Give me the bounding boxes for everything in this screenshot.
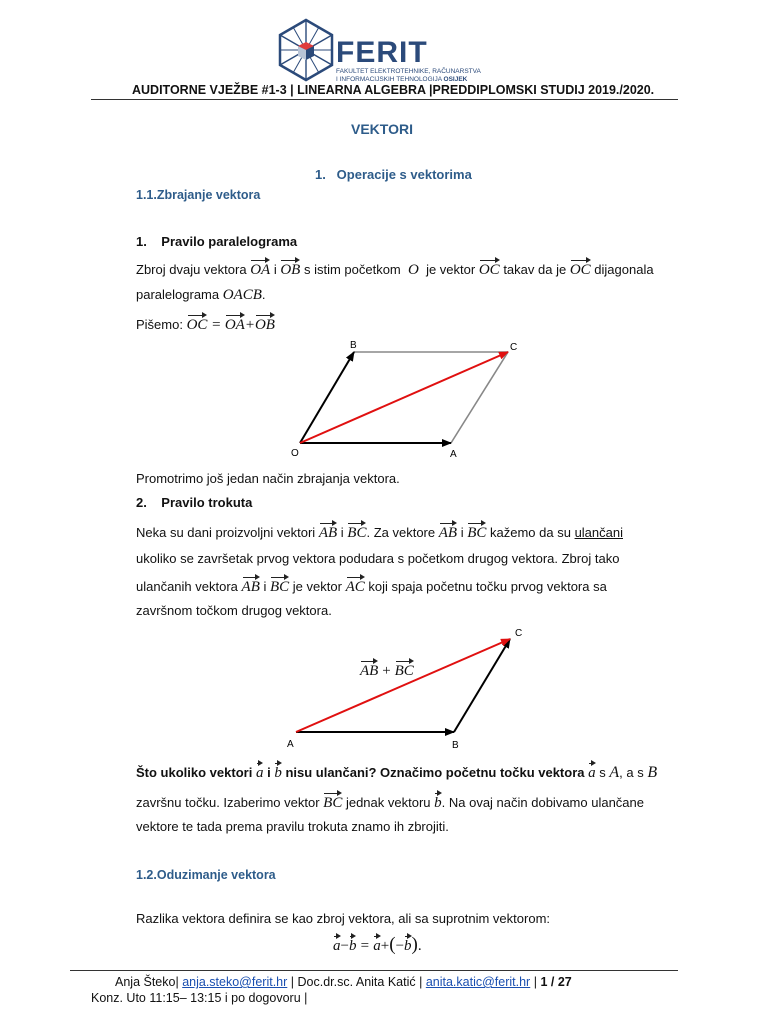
rule-triangle-heading: 2. Pravilo trokuta xyxy=(136,495,253,510)
paragraph-parallelogram: Zbroj dvaju vektora OA i OB s istim početkom O je vektor OC takav da je OC dijagonala xyxy=(136,259,654,279)
paragraph-parallelogram-2: paralelograma OACB. xyxy=(136,287,266,303)
page-title: VEKTORI xyxy=(351,121,413,137)
logo-name: FERIT xyxy=(336,36,428,69)
label-O: O xyxy=(291,448,299,459)
triangle-figure xyxy=(284,622,544,752)
paragraph-chain-2: završnu točku. Izaberimo vektor BC jednak vektoru b. Na ovaj način dobivamo ulančane xyxy=(136,792,644,812)
label-C: C xyxy=(510,342,518,353)
header-rule xyxy=(91,99,678,100)
ferit-logo xyxy=(276,16,516,86)
triangle-sum-label: AB + BC xyxy=(360,660,414,680)
footer-rule xyxy=(70,970,678,971)
intro-triangle: Promotrimo još jedan način zbrajanja vektora. xyxy=(136,471,400,486)
formula-sum: Pišemo: OC = OA+OB xyxy=(136,314,275,334)
parallelogram-figure xyxy=(288,336,528,466)
label-A: A xyxy=(450,449,457,460)
label-C: C xyxy=(515,628,523,639)
logo-subtitle-2: I INFORMACIJSKIH TEHNOLOGIJA OSIJEK xyxy=(336,76,468,83)
vector-BC xyxy=(454,639,510,732)
paragraph-triangle-3: ulančanih vektora AB i BC je vektor AC koji spaja početnu točku prvog vektora sa xyxy=(136,576,607,596)
vector-OC xyxy=(300,352,508,443)
email-link-katic[interactable]: anita.katic@ferit.hr xyxy=(425,975,531,989)
edge-AC xyxy=(451,352,508,443)
label-B: B xyxy=(452,740,459,751)
logo-subtitle-1: FAKULTET ELEKTROTEHNIKE, RAČUNARSTVA xyxy=(336,68,481,75)
paragraph-triangle-1: Neka su dani proizvoljni vektori AB i BC. Za vektore AB i BC kažemo da su ulančani xyxy=(136,522,623,542)
rule-parallelogram-heading: 1. Pravilo paralelograma xyxy=(136,234,298,249)
section-heading: 1. Operacije s vektorima xyxy=(315,167,472,182)
footer-consultation: Konz. Uto 11:15– 13:15 i po dogovoru | xyxy=(91,991,308,1005)
page-number: 1 / 27 xyxy=(540,975,572,989)
vector-AC xyxy=(296,639,510,732)
ferit-hexagon-icon xyxy=(276,18,336,82)
course-header: AUDITORNE VJEŽBE #1-3 | LINEARNA ALGEBRA |PREDDIPLOMSKI STUDIJ 2019./2020. xyxy=(132,83,655,97)
subsection-heading-subtraction: 1.2.Oduzimanje vektora xyxy=(136,868,276,882)
subsection-heading-addition: 1.1.Zbrajanje vektora xyxy=(136,188,261,202)
paragraph-chain-3: vektore te tada prema pravilu trokuta znamo ih zbrojiti. xyxy=(136,819,449,834)
email-link-steko[interactable]: anja.steko@ferit.hr xyxy=(182,975,288,989)
footer-authors: Anja Šteko| anja.steko@ferit.hr | Doc.dr.sc. Anita Katić | anita.katic@ferit.hr | 1 / 27 xyxy=(115,975,572,989)
paragraph-triangle-4: završnom točkom drugog vektora. xyxy=(136,603,332,618)
paragraph-chain-1: Što ukoliko vektori a i b nisu ulančani? Označimo početnu točku vektora a s A, a s B xyxy=(136,764,658,781)
paragraph-triangle-2: ukoliko se završetak prvog vektora podudara s početkom drugog vektora. Zbroj tako xyxy=(136,551,620,566)
label-B: B xyxy=(350,340,357,351)
vector-OB xyxy=(300,352,354,443)
label-A: A xyxy=(287,739,294,750)
paragraph-difference: Razlika vektora definira se kao zbroj vektora, ali sa suprotnim vektorom: xyxy=(136,911,551,926)
formula-difference: a−b = a+(−b). xyxy=(333,934,422,955)
